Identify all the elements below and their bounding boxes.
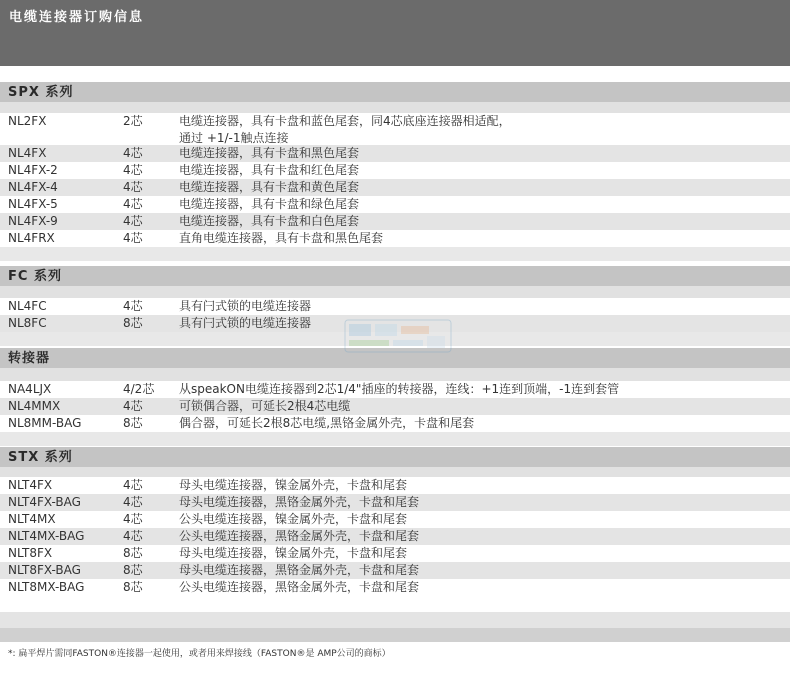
model-code: NL4FX-5 <box>8 197 58 211</box>
description: 偶合器，可延长2根8芯电缆,黑铬金属外壳，卡盘和尾套 <box>179 416 475 430</box>
pin-count: 4芯 <box>123 146 143 160</box>
section-spx <box>0 82 790 261</box>
description: 电缆连接器，具有卡盘和绿色尾套 <box>179 197 360 211</box>
divider <box>0 432 790 446</box>
divider <box>0 368 790 381</box>
table-row <box>0 511 790 528</box>
page-title: 电缆连接器订购信息 <box>9 10 145 25</box>
model-code: NL4FX-4 <box>8 180 58 194</box>
section-adapters <box>0 348 790 446</box>
description-line-1: 电缆连接器，具有卡盘和蓝色尾套，同4芯底座连接器相适配， <box>179 114 511 128</box>
description: 可锁偶合器，可延长2根4芯电缆 <box>179 399 351 413</box>
table-row <box>0 579 790 596</box>
divider <box>0 467 790 477</box>
section-title: 转接器 <box>0 348 790 368</box>
pin-count: 4芯 <box>123 299 143 313</box>
description: 母头电缆连接器，黑铬金属外壳，卡盘和尾套 <box>179 495 420 509</box>
model-code: NA4LJX <box>8 382 52 396</box>
table-row <box>0 315 790 332</box>
description: 公头电缆连接器，黑铬金属外壳，卡盘和尾套 <box>179 529 420 543</box>
pin-count: 8芯 <box>123 546 143 560</box>
table-row <box>0 528 790 545</box>
description: 母头电缆连接器，镍金属外壳，卡盘和尾套 <box>179 546 408 560</box>
description: 电缆连接器，具有卡盘和黑色尾套 <box>179 146 360 160</box>
table-row <box>0 162 790 179</box>
model-code: NLT4MX-BAG <box>8 529 85 543</box>
divider <box>0 247 790 261</box>
pin-count: 4芯 <box>123 399 143 413</box>
description: 公头电缆连接器，镍金属外壳，卡盘和尾套 <box>179 512 408 526</box>
pin-count: 4芯 <box>123 478 143 492</box>
table-row <box>0 477 790 494</box>
table-row <box>0 196 790 213</box>
table-row <box>0 545 790 562</box>
description: 母头电缆连接器，黑铬金属外壳，卡盘和尾套 <box>179 563 420 577</box>
description-line-2: 通过 +1/-1触点连接 <box>179 131 289 145</box>
section-title: FC 系列 <box>0 266 790 286</box>
table-row <box>0 113 790 145</box>
pin-count: 4芯 <box>123 529 143 543</box>
model-code: NL2FX <box>8 114 47 128</box>
table-row <box>0 230 790 247</box>
table-row <box>0 381 790 398</box>
model-code: NLT4FX <box>8 478 53 492</box>
description: 具有闩式锁的电缆连接器 <box>179 316 312 330</box>
divider <box>0 332 790 346</box>
table-row <box>0 494 790 511</box>
pin-count: 4芯 <box>123 495 143 509</box>
pin-count: 4芯 <box>123 231 143 245</box>
model-code: NL4FRX <box>8 231 55 245</box>
table-row <box>0 398 790 415</box>
section-stx <box>0 447 790 596</box>
description: 电缆连接器，具有卡盘和黄色尾套 <box>179 180 360 194</box>
section-title: STX 系列 <box>0 447 790 467</box>
description: 母头电缆连接器，镍金属外壳，卡盘和尾套 <box>179 478 408 492</box>
pin-count: 8芯 <box>123 580 143 594</box>
description: 具有闩式锁的电缆连接器 <box>179 299 312 313</box>
model-code: NL8MM-BAG <box>8 416 82 430</box>
model-code: NLT8FX-BAG <box>8 563 81 577</box>
section-fc <box>0 266 790 346</box>
pin-count: 4芯 <box>123 197 143 211</box>
description <box>179 113 779 147</box>
description: 电缆连接器，具有卡盘和白色尾套 <box>179 214 360 228</box>
table-row <box>0 562 790 579</box>
table-row <box>0 415 790 432</box>
table-row <box>0 145 790 162</box>
description: 从speakON电缆连接器到2芯1/4"插座的转接器，连线：+1连到顶端，-1连到套管 <box>179 382 620 396</box>
description: 电缆连接器，具有卡盘和红色尾套 <box>179 163 360 177</box>
model-code: NLT8MX-BAG <box>8 580 85 594</box>
model-code: NLT4FX-BAG <box>8 495 81 509</box>
page-header <box>0 0 790 66</box>
divider <box>0 102 790 113</box>
model-code: NLT4MX <box>8 512 56 526</box>
pin-count: 4/2芯 <box>123 382 155 396</box>
pin-count: 8芯 <box>123 563 143 577</box>
pin-count: 8芯 <box>123 316 143 330</box>
table-row <box>0 213 790 230</box>
model-code: NL4MMX <box>8 399 61 413</box>
pin-count: 4芯 <box>123 163 143 177</box>
footnote: *: 扁平焊片需同FASTON®连接器一起使用，或者用来焊接线（FASTON®是 AMP公司的商标） <box>8 649 391 659</box>
model-code: NL4FX-2 <box>8 163 58 177</box>
pin-count: 4芯 <box>123 512 143 526</box>
table-row <box>0 179 790 196</box>
description: 直角电缆连接器，具有卡盘和黑色尾套 <box>179 231 384 245</box>
table-row <box>0 298 790 315</box>
pin-count: 4芯 <box>123 214 143 228</box>
section-title: SPX 系列 <box>0 82 790 102</box>
model-code: NLT8FX <box>8 546 53 560</box>
pin-count: 2芯 <box>123 114 143 128</box>
divider <box>0 286 790 298</box>
footer-band <box>0 612 790 628</box>
model-code: NL4FX-9 <box>8 214 58 228</box>
footer-band <box>0 628 790 642</box>
pin-count: 8芯 <box>123 416 143 430</box>
model-code: NL4FC <box>8 299 47 313</box>
model-code: NL8FC <box>8 316 47 330</box>
pin-count: 4芯 <box>123 180 143 194</box>
model-code: NL4FX <box>8 146 47 160</box>
description: 公头电缆连接器，黑铬金属外壳，卡盘和尾套 <box>179 580 420 594</box>
